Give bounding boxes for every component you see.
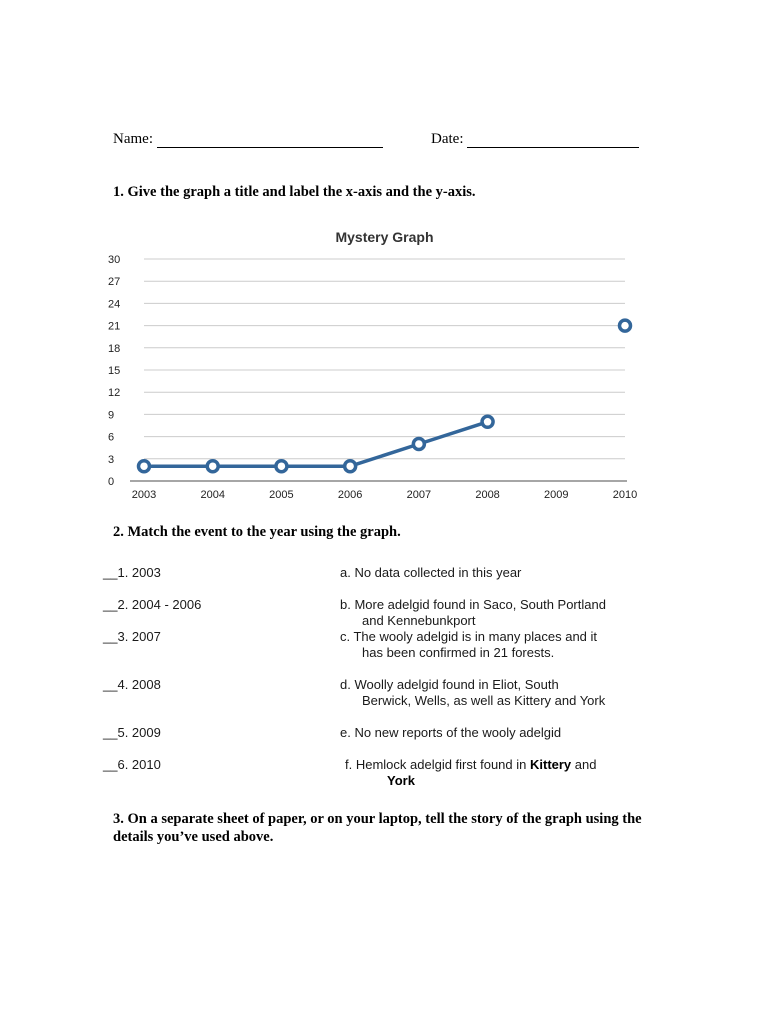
match-item-4: __4. 2008 (103, 677, 161, 692)
option-a-text: a. No data collected in this year (340, 565, 522, 580)
date-blank-line[interactable] (467, 131, 639, 148)
data-point (139, 461, 150, 472)
question-3: 3. On a separate sheet of paper, or on your laptop, tell the story of the graph using the details you’ve used above. (113, 811, 642, 845)
match-option-a (340, 565, 640, 581)
x-tick-label: 2003 (131, 489, 157, 501)
match-item-3: __3. 2007 (103, 629, 161, 644)
data-point (482, 416, 493, 427)
x-tick-label: 2005 (269, 489, 294, 501)
option-f-kittery: Kittery (529, 757, 572, 772)
y-tick-label: 21 (108, 320, 121, 333)
data-point (620, 320, 631, 331)
name-date-row (113, 131, 673, 153)
match-option-c (340, 629, 640, 661)
x-tick-label: 2007 (406, 489, 432, 501)
y-tick-label: 12 (108, 387, 121, 400)
match-option-b (340, 597, 640, 629)
y-tick-label: 6 (108, 431, 115, 444)
match-item-2: __2. 2004 - 2006 (103, 597, 202, 612)
date-label: Date: (431, 131, 464, 147)
name-field[interactable] (113, 131, 383, 148)
option-c-line1: c. The wooly adelgid is in many places and it (340, 629, 598, 644)
y-tick-label: 18 (108, 342, 121, 355)
y-tick-label: 0 (108, 476, 115, 488)
y-tick-label: 15 (108, 365, 121, 377)
name-blank-line[interactable] (157, 131, 383, 148)
y-tick-label: 9 (108, 409, 115, 422)
option-f-line1: f. Hemlock adelgid first found in (345, 757, 530, 772)
option-f-york: York (387, 773, 415, 788)
y-tick-label: 24 (108, 298, 121, 311)
match-option-f (345, 757, 645, 789)
option-c-line2: has been confirmed in 21 forests. (362, 645, 555, 660)
x-tick-label: 2006 (337, 489, 363, 501)
data-point (207, 461, 218, 472)
x-tick-label: 2004 (200, 489, 225, 501)
option-e-text: e. No new reports of the wooly adelgid (340, 725, 562, 740)
name-label: Name: (113, 131, 153, 147)
option-b-line1: b. More adelgid found in Saco, South Portland (340, 597, 606, 612)
x-tick-label: 2008 (475, 489, 500, 501)
chart-title: Mystery Graph (335, 229, 434, 245)
option-d-line2: Berwick, Wells, as well as Kittery and York (362, 693, 606, 708)
data-point (276, 461, 287, 472)
data-point (345, 461, 356, 472)
match-item-6: __6. 2010 (103, 757, 161, 772)
question-2: 2. Match the event to the year using the graph. (113, 524, 401, 540)
data-point (413, 439, 424, 450)
option-f-and: and (571, 757, 597, 772)
mystery-graph-chart (100, 222, 660, 512)
match-item-5: __5. 2009 (103, 725, 161, 740)
option-d-line1: d. Woolly adelgid found in Eliot, South (340, 677, 559, 692)
y-tick-label: 3 (108, 453, 115, 466)
question-1: 1. Give the graph a title and label the x-axis and the y-axis. (113, 184, 476, 200)
x-tick-label: 2010 (612, 489, 638, 501)
match-item-1: __1. 2003 (103, 565, 161, 580)
y-tick-label: 30 (108, 254, 121, 266)
match-option-e (340, 725, 640, 741)
option-b-line2: and Kennebunkport (362, 613, 476, 628)
date-field[interactable] (431, 131, 639, 148)
x-tick-label: 2009 (544, 489, 569, 501)
match-option-d (340, 677, 640, 709)
y-tick-label: 27 (108, 276, 121, 289)
series-line (144, 422, 488, 466)
